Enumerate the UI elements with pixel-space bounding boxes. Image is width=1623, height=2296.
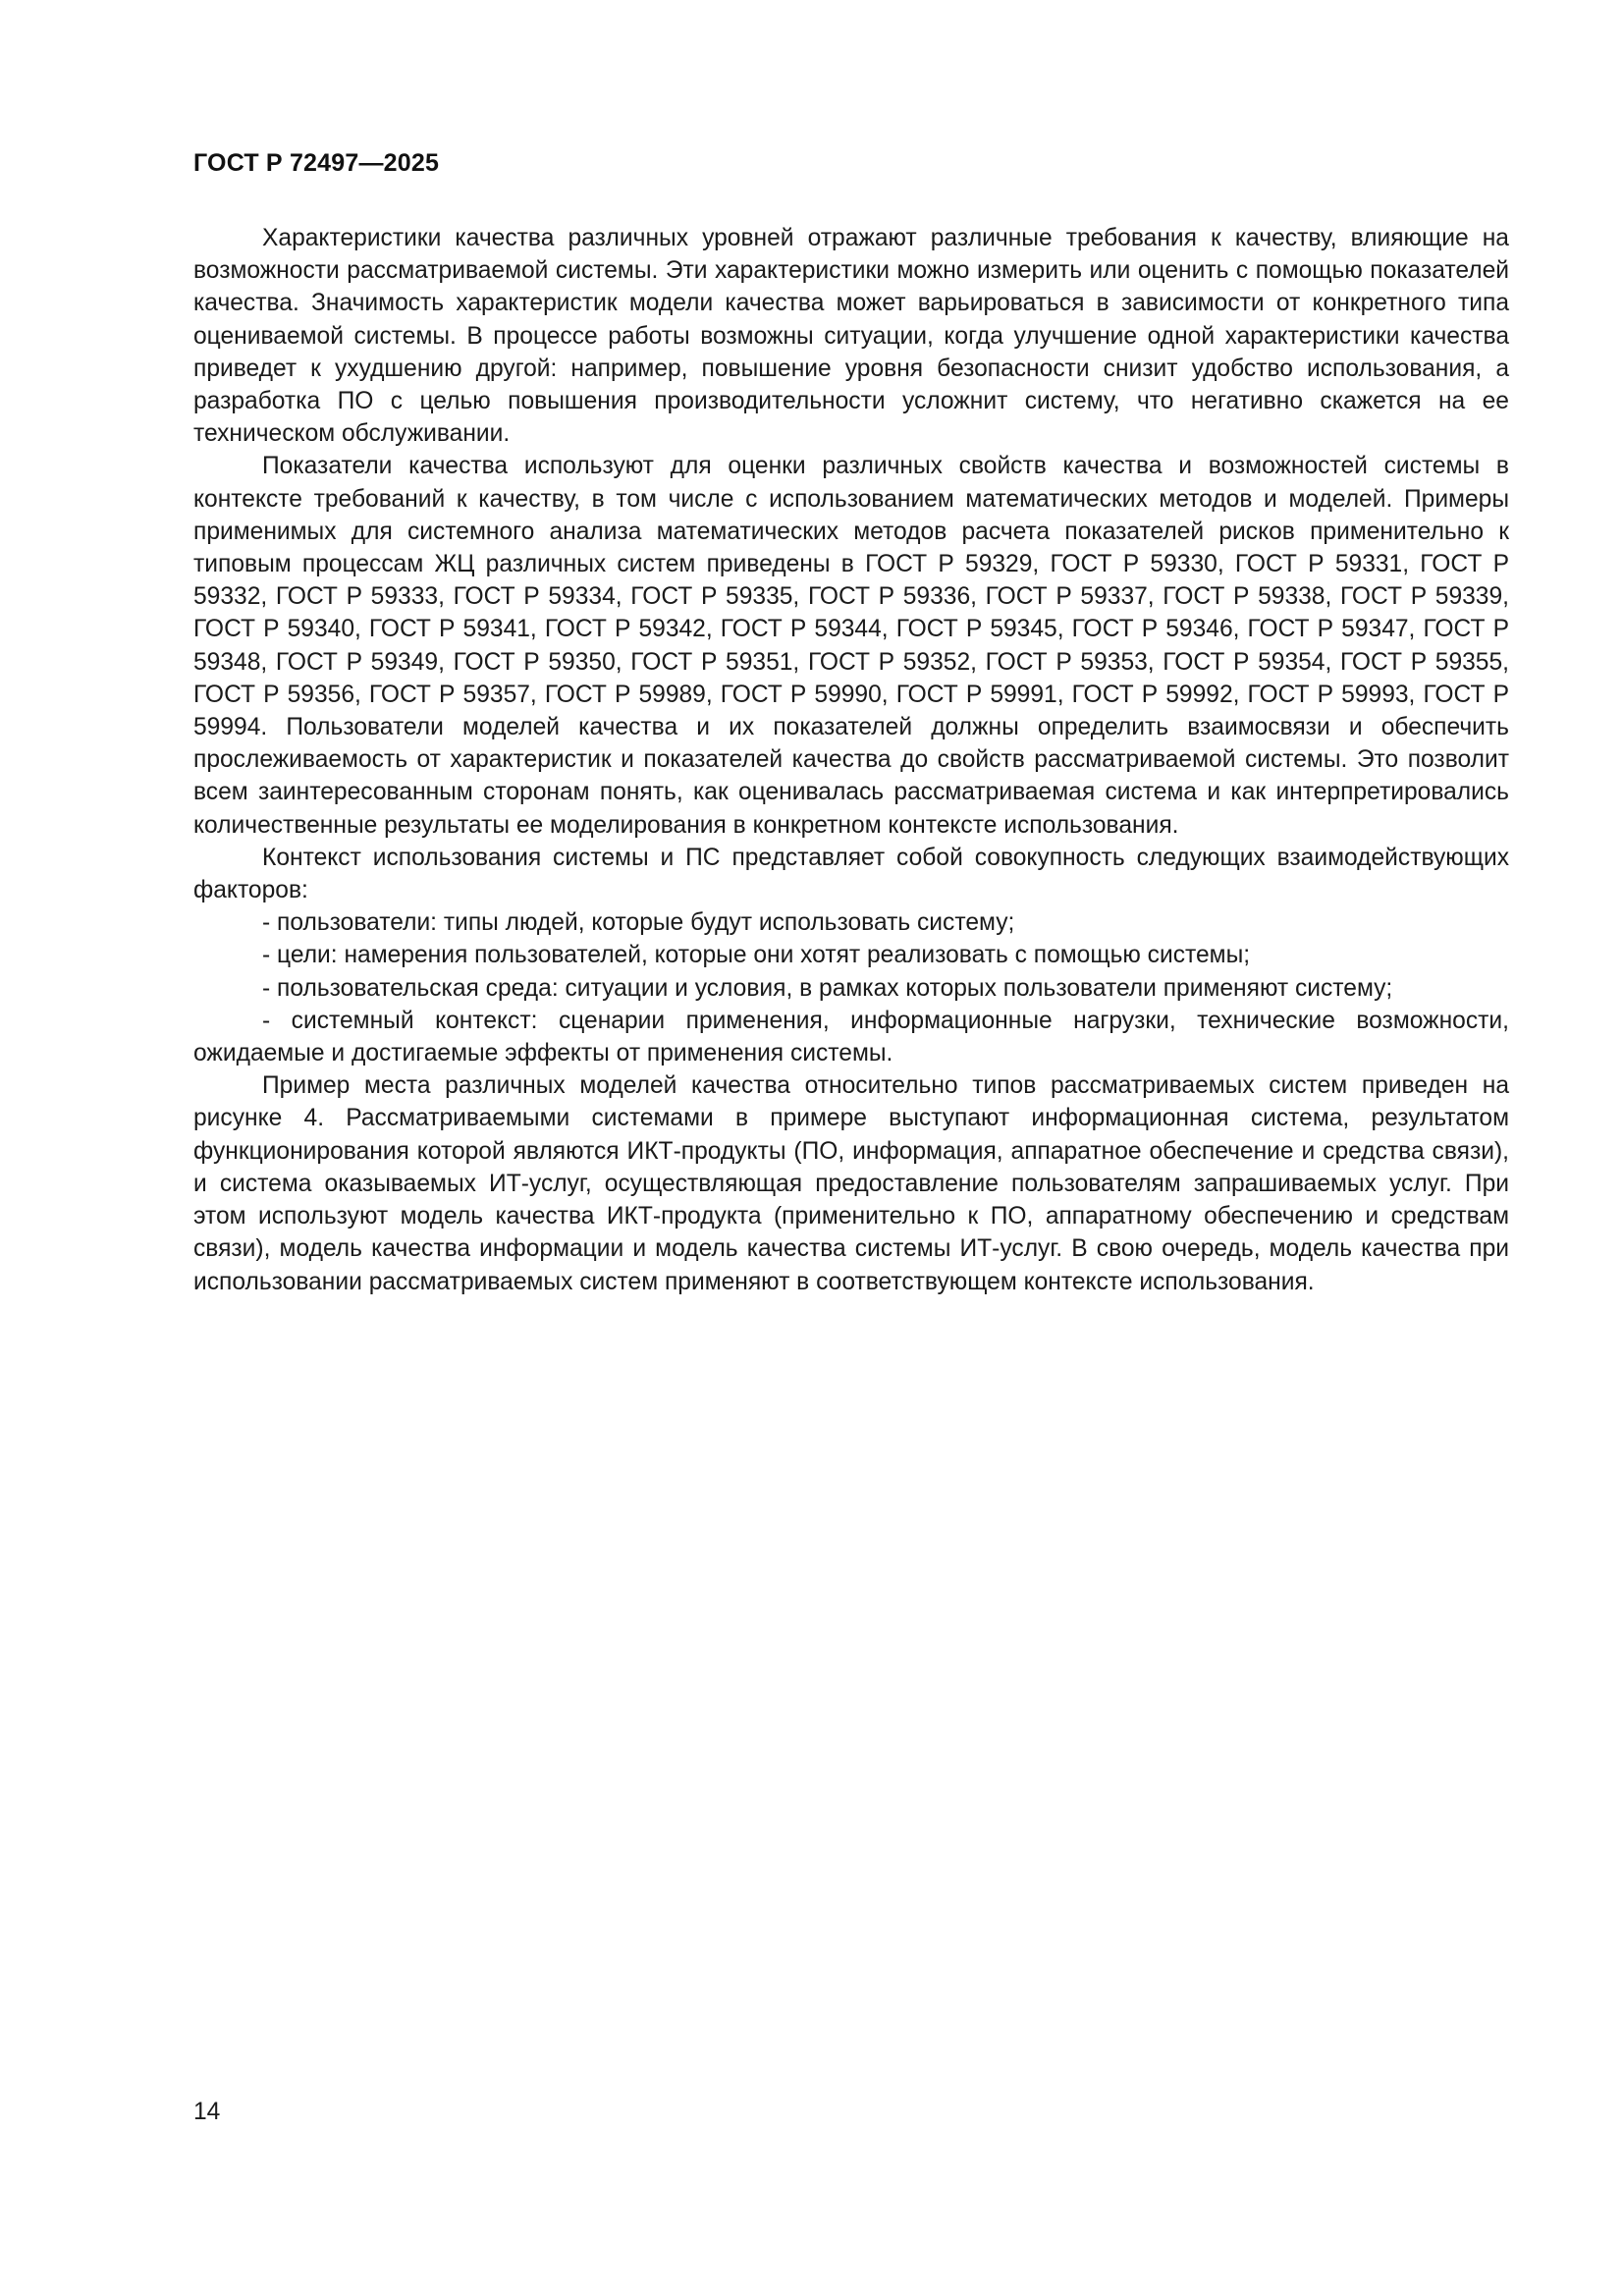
list-item-system-context: - системный контекст: сценарии применения, информационные нагрузки, технические возможности, ожидаемые и достигаемые эффекты от применения системы. bbox=[193, 1007, 1509, 1067]
paragraph-quality-models-example: Пример места различных моделей качества относительно типов рассматриваемых систем приведен на рисунке 4. Рассматриваемыми системами в примере выступают информационная система, результатом функционирования которой являются ИКТ-продукты (ПО, информация, аппаратное обеспечение и средства связи), и система оказываемых ИТ-услуг, осуществляющая предоставление пользователям запрашиваемых услуг. При этом используют модель качества ИКТ-продукта (применительно к ПО, аппаратному обеспечению и средствам связи), модель качества информации и модель качества системы ИТ-услуг. В свою очередь, модель качества при использовании рассматриваемых систем применяют в соответствующем контексте использования. bbox=[193, 1072, 1509, 1295]
paragraph-quality-indicators: Показатели качества используют для оценки различных свойств качества и возможностей системы в контексте требований к качеству, в том числе с использованием математических методов и моделей. Примеры применимых для системного анализа математических методов расчета показателей рисков применительно к типовым процессам ЖЦ различных систем приведены в ГОСТ Р 59329, ГОСТ Р 59330, ГОСТ Р 59331, ГОСТ Р 59332, ГОСТ Р 59333, ГОСТ Р 59334, ГОСТ Р 59335, ГОСТ Р 59336, ГОСТ Р 59337, ГОСТ Р 59338, ГОСТ Р 59339, ГОСТ Р 59340, ГОСТ Р 59341, ГОСТ Р 59342, ГОСТ Р 59344, ГОСТ Р 59345, ГОСТ Р 59346, ГОСТ Р 59347, ГОСТ Р 59348, ГОСТ Р 59349, ГОСТ Р 59350, ГОСТ Р 59351, ГОСТ Р 59352, ГОСТ Р 59353, ГОСТ Р 59354, ГОСТ Р 59355, ГОСТ Р 59356, ГОСТ Р 59357, ГОСТ Р 59989, ГОСТ Р 59990, ГОСТ Р 59991, ГОСТ Р 59992, ГОСТ Р 59993, ГОСТ Р 59994. Пользователи моделей качества и их показателей должны определить взаимосвязи и обеспечить прослеживаемость от характеристик и показателей качества до свойств рассматриваемой системы. Это позволит всем заинтересованным сторонам понять, как оценивалась рассматриваемая система и как интерпретировались количественные результаты ее моделирования в конкретном контексте использования. bbox=[193, 453, 1509, 839]
body-text bbox=[193, 222, 1509, 1298]
paragraph-usage-context: Контекст использования системы и ПС представляет собой совокупность следующих взаимодействующих факторов: bbox=[193, 844, 1509, 904]
list-item-goals: - цели: намерения пользователей, которые они хотят реализовать с помощью системы; bbox=[262, 942, 1251, 969]
page-number: 14 bbox=[193, 2099, 221, 2125]
standard-header: ГОСТ Р 72497—2025 bbox=[193, 149, 440, 177]
list-item-user-environment: - пользовательская среда: ситуации и условия, в рамках которых пользователи применяют систему; bbox=[262, 974, 1393, 1002]
paragraph-quality-characteristics: Характеристики качества различных уровней отражают различные требования к качеству, влияющие на возможности рассматриваемой системы. Эти характеристики можно измерить или оценить с помощью показателей качества. Значимость характеристик модели качества может варьироваться в зависимости от конкретного типа оцениваемой системы. В процессе работы возможны ситуации, когда улучшение одной характеристики качества приведет к ухудшению другой: например, повышение уровня безопасности снизит удобство использования, а разработка ПО с целью повышения производительности усложнит систему, что негативно скажется на ее техническом обслуживании. bbox=[193, 225, 1509, 448]
list-item-users: - пользователи: типы людей, которые будут использовать систему; bbox=[262, 909, 1015, 937]
